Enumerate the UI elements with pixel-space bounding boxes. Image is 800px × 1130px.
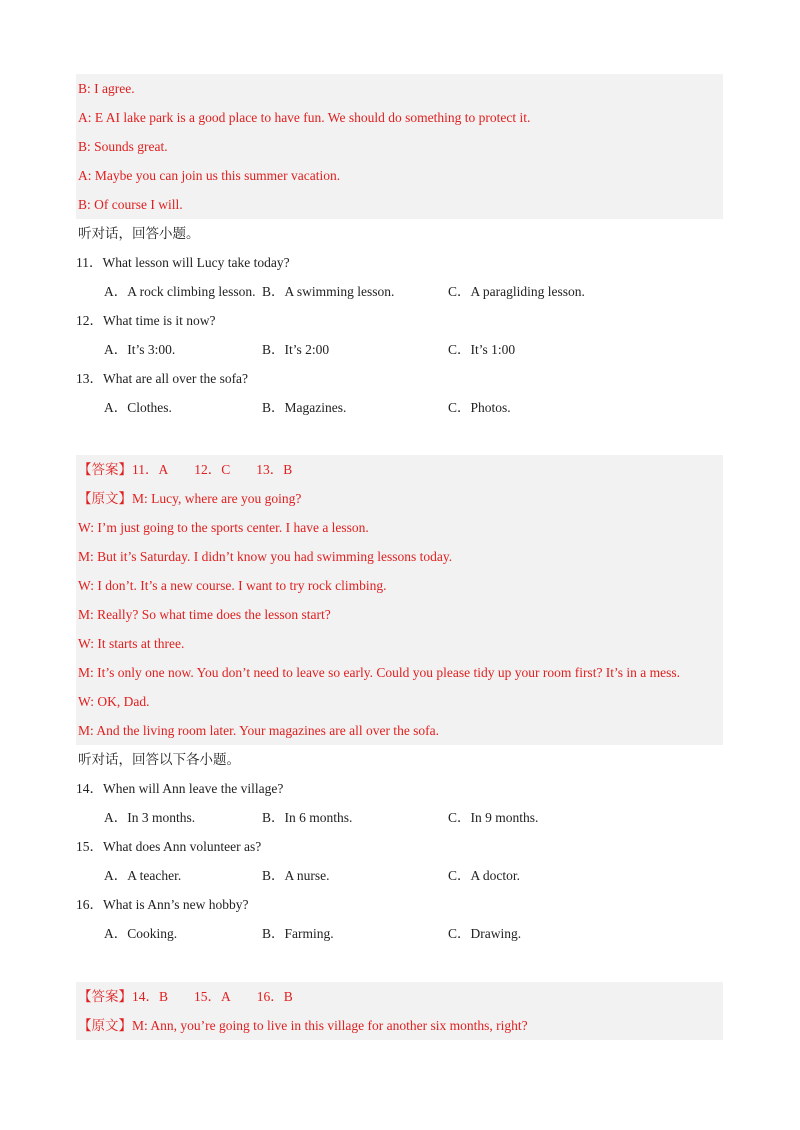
- transcript-line: W: It starts at three.: [78, 636, 185, 651]
- question-stem: 14．When will Ann leave the village?: [76, 781, 284, 796]
- transcript-line: M: It’s only one now. You don’t need to leave so early. Could you please tidy up your room first? It’s in a mess.: [78, 665, 681, 680]
- section-instruction: 听对话，回答小题。: [78, 226, 200, 241]
- option-a: A．In 3 months.: [104, 810, 196, 825]
- answer-item: 16．B: [256, 989, 293, 1004]
- option-c: C．It’s 1:00: [448, 342, 516, 357]
- transcript-block-1: [76, 74, 723, 219]
- option-row: [76, 335, 723, 364]
- option-b: B．Farming.: [262, 926, 334, 941]
- transcript-label: 【原文】: [78, 491, 132, 506]
- answer-item: 15．A: [194, 989, 231, 1004]
- answer-line: [76, 455, 723, 484]
- option-row: [76, 919, 723, 948]
- option-a: A．A rock climbing lesson.: [104, 284, 256, 299]
- transcript-line: W: OK, Dad.: [78, 694, 150, 709]
- question-stem: 15．What does Ann volunteer as?: [76, 839, 262, 854]
- option-b: B．A swimming lesson.: [262, 284, 395, 299]
- transcript-label: 【原文】: [78, 1018, 132, 1033]
- question-stem: 16．What is Ann’s new hobby?: [76, 897, 249, 912]
- option-row: [76, 861, 723, 890]
- transcript-line: M: And the living room later. Your magazines are all over the sofa.: [78, 723, 440, 738]
- option-c: C．A paragliding lesson.: [448, 284, 585, 299]
- transcript-line: A: E AI lake park is a good place to have fun. We should do something to protect it.: [78, 110, 531, 125]
- answer-label: 【答案】: [78, 989, 132, 1004]
- transcript-text: M: Lucy, where are you going?: [132, 491, 302, 506]
- transcript-line: [76, 484, 723, 513]
- option-c: C．In 9 months.: [448, 810, 539, 825]
- question-section-3: [76, 745, 723, 948]
- answer-item: 12．C: [194, 462, 231, 477]
- option-a: A．It’s 3:00.: [104, 342, 176, 357]
- option-row: [76, 393, 723, 422]
- transcript-line: [76, 1011, 723, 1040]
- question-section-2: [76, 219, 723, 422]
- option-c: C．Drawing.: [448, 926, 522, 941]
- transcript-line: M: Really? So what time does the lesson start?: [78, 607, 331, 622]
- answer-item: 13．B: [256, 462, 293, 477]
- answer-block-3: [76, 982, 723, 1040]
- answer-block-2: [76, 455, 723, 745]
- transcript-line: B: Of course I will.: [78, 197, 183, 212]
- section-instruction: 听对话，回答以下各小题。: [78, 752, 240, 767]
- answer-item: 11．A: [132, 462, 169, 477]
- answer-label: 【答案】: [78, 462, 132, 477]
- option-c: C．A doctor.: [448, 868, 521, 883]
- transcript-line: M: But it’s Saturday. I didn’t know you had swimming lessons today.: [78, 549, 453, 564]
- option-b: B．It’s 2:00: [262, 342, 330, 357]
- transcript-line: B: Sounds great.: [78, 139, 168, 154]
- option-row: [76, 803, 723, 832]
- answer-line: [76, 982, 723, 1011]
- question-stem: 12．What time is it now?: [76, 313, 216, 328]
- transcript-line: W: I’m just going to the sports center. I have a lesson.: [78, 520, 369, 535]
- option-b: B．A nurse.: [262, 868, 330, 883]
- transcript-line: A: Maybe you can join us this summer vacation.: [78, 168, 341, 183]
- question-stem: 11．What lesson will Lucy take today?: [76, 255, 290, 270]
- option-a: A．A teacher.: [104, 868, 182, 883]
- question-stem: 13．What are all over the sofa?: [76, 371, 249, 386]
- transcript-line: W: I don’t. It’s a new course. I want to try rock climbing.: [78, 578, 387, 593]
- transcript-text: M: Ann, you’re going to live in this village for another six months, right?: [132, 1018, 528, 1033]
- option-row: [76, 277, 723, 306]
- option-b: B．In 6 months.: [262, 810, 353, 825]
- transcript-line: B: I agree.: [78, 81, 135, 96]
- option-c: C．Photos.: [448, 400, 511, 415]
- option-b: B．Magazines.: [262, 400, 347, 415]
- option-a: A．Clothes.: [104, 400, 172, 415]
- answer-item: 14．B: [132, 989, 169, 1004]
- option-a: A．Cooking.: [104, 926, 178, 941]
